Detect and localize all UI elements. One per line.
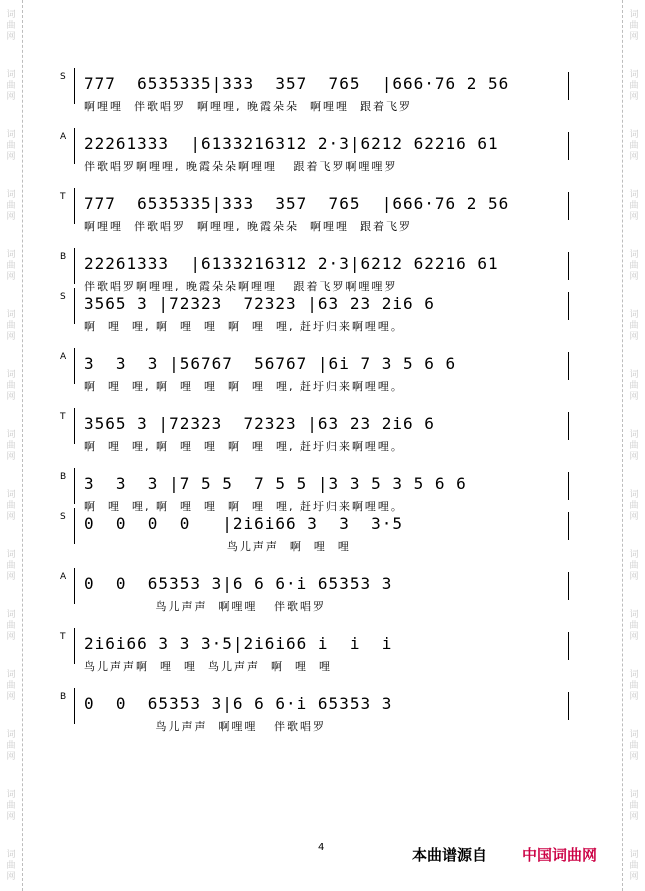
lyrics-line: 啊哩哩 伴歌唱罗 啊哩哩, 晚霞朵朵 啊哩哩 跟着飞罗 bbox=[84, 100, 412, 113]
source-label: 本曲谱源自 bbox=[412, 847, 488, 864]
notation-line: 22261333 |6133216312 2·3|6212 62216 61 bbox=[84, 254, 499, 273]
watermark-text: 词曲网 bbox=[6, 70, 16, 102]
lyrics-line: 啊 哩 哩, 啊 哩 哩 啊 哩 哩, 赶圩归来啊哩哩。 bbox=[84, 500, 404, 513]
watermark-text: 词曲网 bbox=[6, 250, 16, 282]
voice-row bbox=[60, 68, 570, 128]
voice-row bbox=[60, 348, 570, 408]
watermark-text: 词曲网 bbox=[6, 730, 16, 762]
brand-name: 中国词曲网 bbox=[522, 847, 598, 864]
end-barline bbox=[568, 292, 569, 320]
watermark-text: 词曲网 bbox=[629, 610, 639, 642]
notation-line: 777 6535335|333 357 765 |666·76 2 56 bbox=[84, 194, 510, 213]
watermark-text: 词曲网 bbox=[629, 850, 639, 882]
system-barline bbox=[74, 408, 75, 444]
notation-line: 0 0 65353 3|6 6 6·i 65353 3 bbox=[84, 574, 393, 593]
voice-row bbox=[60, 288, 570, 348]
voice-label: A bbox=[60, 352, 67, 362]
end-barline bbox=[568, 72, 569, 100]
voice-row bbox=[60, 508, 570, 568]
watermark-text: 词曲网 bbox=[6, 310, 16, 342]
voice-label: S bbox=[60, 512, 66, 522]
voice-label: T bbox=[60, 412, 66, 422]
score-system bbox=[60, 508, 570, 748]
watermark-text: 词曲网 bbox=[6, 190, 16, 222]
page-number: 4 bbox=[318, 842, 325, 853]
voice-row bbox=[60, 408, 570, 468]
watermark-text: 词曲网 bbox=[629, 250, 639, 282]
lyrics-line: 啊 哩 哩, 啊 哩 哩 啊 哩 哩, 赶圩归来啊哩哩。 bbox=[84, 440, 404, 453]
watermark-text: 词曲网 bbox=[629, 370, 639, 402]
notation-line: 3565 3 |72323 72323 |63 23 2i6 6 bbox=[84, 414, 435, 433]
watermark-text: 词曲网 bbox=[629, 730, 639, 762]
watermark-text: 词曲网 bbox=[6, 610, 16, 642]
watermark-text: 词曲网 bbox=[629, 70, 639, 102]
voice-label: S bbox=[60, 72, 66, 82]
lyrics-line: 啊哩哩 伴歌唱罗 啊哩哩, 晚霞朵朵 啊哩哩 跟着飞罗 bbox=[84, 220, 412, 233]
watermark-text: 词曲网 bbox=[629, 490, 639, 522]
voice-label: B bbox=[60, 472, 67, 482]
voice-row bbox=[60, 188, 570, 248]
lyrics-line: 鸟儿声声 啊哩哩 伴歌唱罗 bbox=[84, 600, 326, 613]
system-barline bbox=[74, 188, 75, 224]
system-barline bbox=[74, 508, 75, 544]
watermark-text: 词曲网 bbox=[629, 430, 639, 462]
watermark-text: 词曲网 bbox=[629, 310, 639, 342]
notation-line: 0 0 65353 3|6 6 6·i 65353 3 bbox=[84, 694, 393, 713]
lyrics-line: 啊 哩 哩, 啊 哩 哩 啊 哩 哩, 赶圩归来啊哩哩。 bbox=[84, 380, 404, 393]
end-barline bbox=[568, 512, 569, 540]
voice-row bbox=[60, 688, 570, 748]
watermark-text: 词曲网 bbox=[629, 190, 639, 222]
system-barline bbox=[74, 688, 75, 724]
system-barline bbox=[74, 128, 75, 164]
score-system bbox=[60, 68, 570, 308]
end-barline bbox=[568, 192, 569, 220]
end-barline bbox=[568, 412, 569, 440]
voice-label: T bbox=[60, 192, 66, 202]
lyrics-line: 伴歌唱罗啊哩哩, 晚霞朵朵啊哩哩 跟着飞罗啊哩哩罗 bbox=[84, 280, 398, 293]
end-barline bbox=[568, 132, 569, 160]
voice-row bbox=[60, 568, 570, 628]
notation-line: 3565 3 |72323 72323 |63 23 2i6 6 bbox=[84, 294, 435, 313]
end-barline bbox=[568, 632, 569, 660]
voice-label: B bbox=[60, 252, 67, 262]
notation-line: 777 6535335|333 357 765 |666·76 2 56 bbox=[84, 74, 510, 93]
watermark-text: 词曲网 bbox=[6, 670, 16, 702]
end-barline bbox=[568, 352, 569, 380]
system-barline bbox=[74, 628, 75, 664]
watermark-text: 词曲网 bbox=[6, 10, 16, 42]
notation-line: 0 0 0 0 |2i6i66 3 3 3·5 bbox=[84, 514, 403, 533]
lyrics-line: 啊 哩 哩, 啊 哩 哩 啊 哩 哩, 赶圩归来啊哩哩。 bbox=[84, 320, 404, 333]
watermark-text: 词曲网 bbox=[629, 670, 639, 702]
lyrics-line: 鸟儿声声 啊 哩 哩 bbox=[84, 540, 351, 553]
end-barline bbox=[568, 572, 569, 600]
voice-label: T bbox=[60, 632, 66, 642]
notation-line: 22261333 |6133216312 2·3|6212 62216 61 bbox=[84, 134, 499, 153]
watermark-text: 词曲网 bbox=[6, 130, 16, 162]
watermark-text: 词曲网 bbox=[6, 370, 16, 402]
score-system bbox=[60, 288, 570, 528]
voice-row bbox=[60, 128, 570, 188]
watermark-text: 词曲网 bbox=[629, 130, 639, 162]
notation-line: 3 3 3 |7 5 5 7 5 5 |3 3 5 3 5 6 6 bbox=[84, 474, 467, 493]
system-barline bbox=[74, 288, 75, 324]
system-barline bbox=[74, 68, 75, 104]
watermark-text: 词曲网 bbox=[6, 550, 16, 582]
end-barline bbox=[568, 692, 569, 720]
watermark-text: 词曲网 bbox=[629, 10, 639, 42]
voice-row bbox=[60, 628, 570, 688]
watermark-text: 词曲网 bbox=[6, 790, 16, 822]
watermark-text: 词曲网 bbox=[6, 850, 16, 882]
lyrics-line: 伴歌唱罗啊哩哩, 晚霞朵朵啊哩哩 跟着飞罗啊哩哩罗 bbox=[84, 160, 398, 173]
notation-line: 2i6i66 3 3 3·5|2i6i66 i i i bbox=[84, 634, 393, 653]
watermark-text: 词曲网 bbox=[629, 790, 639, 822]
watermark-text: 词曲网 bbox=[6, 430, 16, 462]
system-barline bbox=[74, 568, 75, 604]
lyrics-line: 鸟儿声声啊 哩 哩 鸟儿声声 啊 哩 哩 bbox=[84, 660, 332, 673]
voice-label: A bbox=[60, 572, 67, 582]
end-barline bbox=[568, 252, 569, 280]
system-barline bbox=[74, 348, 75, 384]
watermark-text: 词曲网 bbox=[629, 550, 639, 582]
lyrics-line: 鸟儿声声 啊哩哩 伴歌唱罗 bbox=[84, 720, 326, 733]
end-barline bbox=[568, 472, 569, 500]
system-barline bbox=[74, 468, 75, 504]
system-barline bbox=[74, 248, 75, 284]
watermark-text: 词曲网 bbox=[6, 490, 16, 522]
voice-label: S bbox=[60, 292, 66, 302]
voice-label: A bbox=[60, 132, 67, 142]
voice-label: B bbox=[60, 692, 67, 702]
notation-line: 3 3 3 |56767 56767 |6i 7 3 5 6 6 bbox=[84, 354, 457, 373]
